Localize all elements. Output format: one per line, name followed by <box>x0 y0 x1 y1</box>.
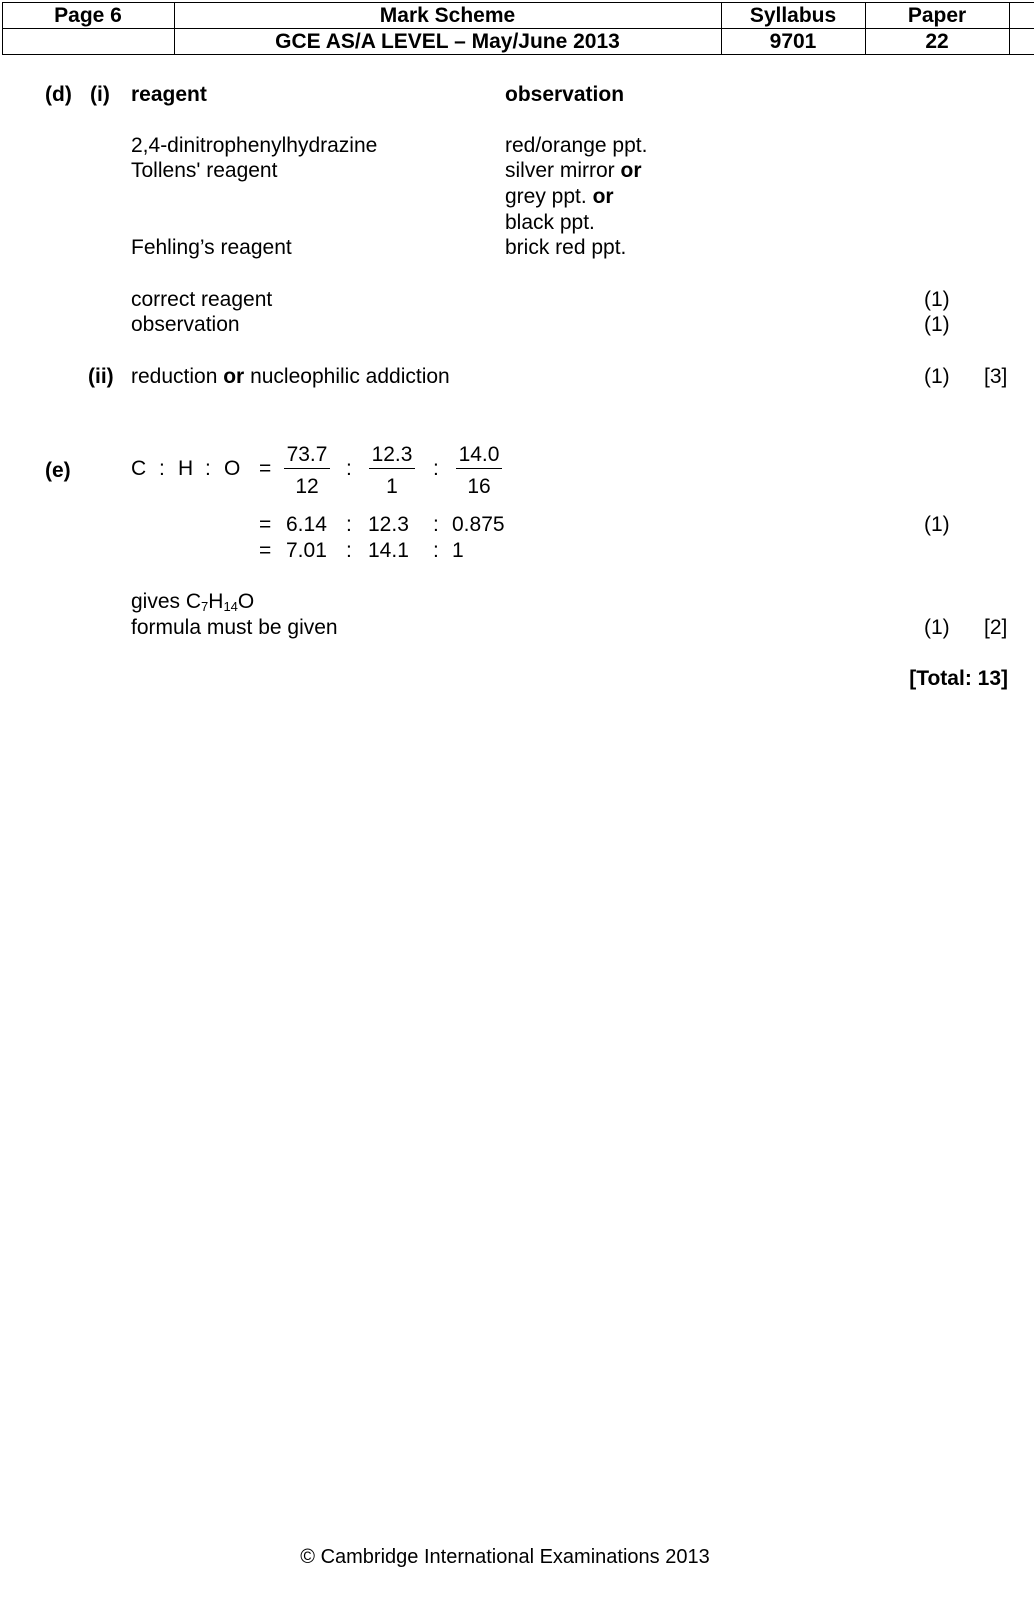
header-table <box>2 2 1034 55</box>
mark-value: (1) <box>924 313 950 336</box>
ratio-colon: : <box>433 457 439 480</box>
part-d-label: (d) <box>45 83 72 106</box>
ratio-colon: : <box>205 457 211 480</box>
part-e-label: (e) <box>45 459 71 482</box>
mark-correct-reagent: correct reagent <box>131 288 273 311</box>
mark-value: (1) <box>924 513 950 536</box>
doc-type: Mark Scheme <box>379 4 516 27</box>
fraction-bar <box>284 468 330 469</box>
ratio-colon: : <box>159 457 165 480</box>
fraction-c-numerator: 73.7 <box>286 443 328 466</box>
question-total: [Total: 13] <box>909 667 1008 690</box>
reagent-tollens: Tollens' reagent <box>131 159 278 182</box>
mark-value: (1) <box>924 365 950 388</box>
symbol-c: C <box>131 457 147 480</box>
footer-copyright: © Cambridge International Examinations 2013 <box>300 1546 710 1568</box>
ratio-o-value: 0.875 <box>452 513 505 536</box>
fraction-bar <box>456 468 502 469</box>
part-e-total: [2] <box>984 616 1008 639</box>
ratio-colon: : <box>433 539 439 562</box>
fraction-h-numerator: 12.3 <box>371 443 413 466</box>
observation-tollens-3: black ppt. <box>505 211 595 234</box>
ratio-colon: : <box>346 513 352 536</box>
observation-fehling: brick red ppt. <box>505 236 627 259</box>
fraction-h-denominator: 1 <box>386 475 398 498</box>
sub-ii-label: (ii) <box>88 365 114 388</box>
exam-title: GCE AS/A LEVEL – May/June 2013 <box>275 30 620 53</box>
reagent-fehling: Fehling’s reagent <box>131 236 292 259</box>
syllabus-label: Syllabus <box>749 4 837 27</box>
ratio-c-simplified: 7.01 <box>286 539 327 562</box>
ratio-h-simplified: 14.1 <box>368 539 409 562</box>
equals-sign: = <box>259 513 272 536</box>
formula-note: formula must be given <box>131 616 338 639</box>
symbol-o: O <box>224 457 241 480</box>
reagent-dnph: 2,4-dinitrophenylhydrazine <box>131 134 378 157</box>
molecular-formula: gives $C_7H_{14}O$ <box>131 590 255 614</box>
observation-tollens-2: grey ppt. or <box>505 185 614 208</box>
observation-tollens-1: silver mirror or <box>505 159 642 182</box>
page-number: Page 6 <box>54 4 122 27</box>
sub-i-label: (i) <box>90 83 110 106</box>
ratio-colon: : <box>346 457 352 480</box>
fraction-o-numerator: 14.0 <box>458 443 500 466</box>
paper-code: 22 <box>925 30 949 53</box>
ratio-c-value: 6.14 <box>286 513 327 536</box>
ratio-h-value: 12.3 <box>368 513 409 536</box>
mark-value: (1) <box>924 288 950 311</box>
ratio-colon: : <box>346 539 352 562</box>
fraction-o-denominator: 16 <box>467 475 491 498</box>
symbol-h: H <box>178 457 194 480</box>
part-d-total: [3] <box>984 365 1008 388</box>
equals-sign: = <box>259 457 272 480</box>
mark-value: (1) <box>924 616 950 639</box>
fraction-c-denominator: 12 <box>295 475 319 498</box>
ratio-o-simplified: 1 <box>452 539 464 562</box>
fraction-bar <box>369 468 415 469</box>
mark-observation: observation <box>131 313 240 336</box>
equals-sign: = <box>259 539 272 562</box>
observation-heading: observation <box>505 83 625 106</box>
paper-label: Paper <box>907 4 967 27</box>
answer-ii: reduction or nucleophilic addiction <box>131 365 450 388</box>
ratio-colon: : <box>433 513 439 536</box>
syllabus-code: 9701 <box>769 30 817 53</box>
reagent-heading: reagent <box>131 83 207 106</box>
observation-dnph: red/orange ppt. <box>505 134 648 157</box>
